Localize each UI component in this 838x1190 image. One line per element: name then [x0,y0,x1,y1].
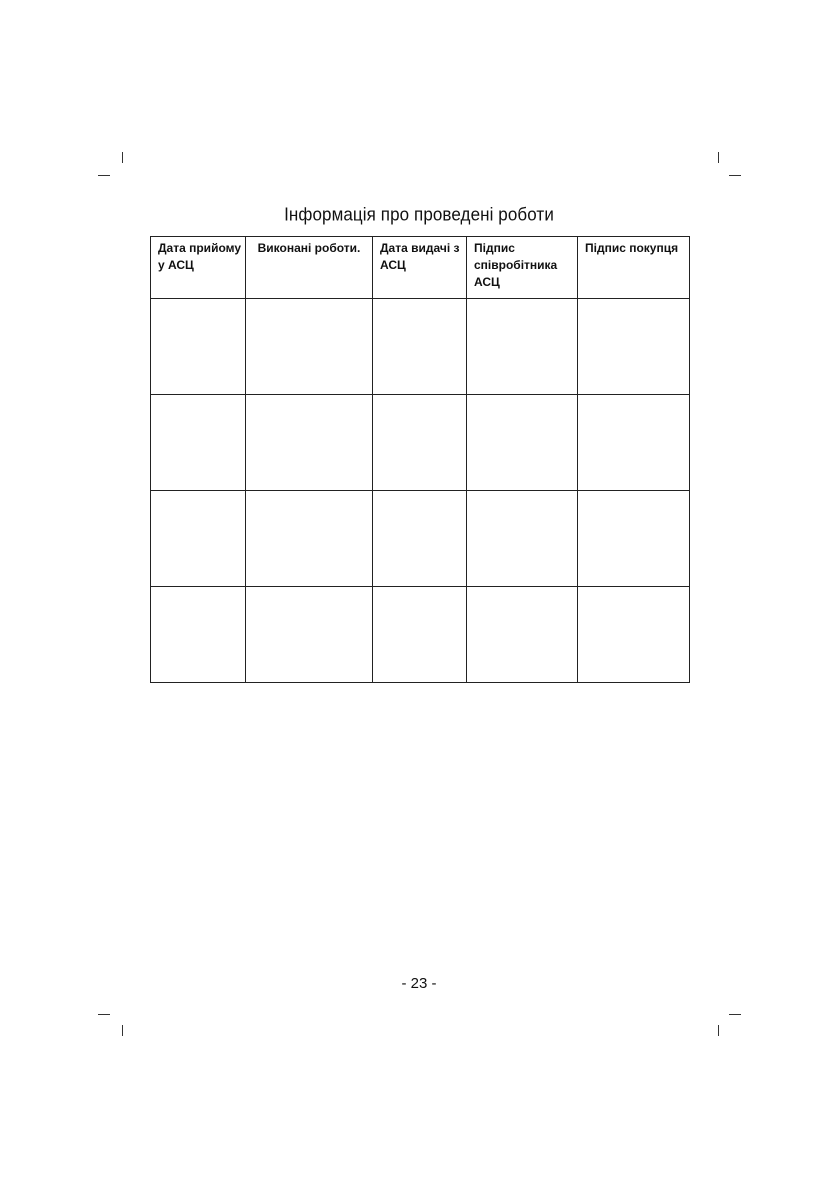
table-cell[interactable] [151,587,246,683]
header-date-received: Дата прийому у АСЦ [151,237,246,299]
page-number: - 23 - [401,975,437,992]
table-cell[interactable] [578,587,690,683]
table-row [151,395,690,491]
crop-mark-bottom-right-horizontal [729,1014,741,1015]
table-cell[interactable] [246,395,373,491]
table-row [151,299,690,395]
table-cell[interactable] [246,587,373,683]
crop-mark-top-left-horizontal [98,175,110,176]
table-cell[interactable] [578,299,690,395]
table-cell[interactable] [151,395,246,491]
table-cell[interactable] [246,491,373,587]
header-work-performed: Виконані роботи. [246,237,373,299]
table-cell[interactable] [578,395,690,491]
crop-mark-top-left-vertical [122,152,123,163]
table-header-row [151,237,690,299]
crop-mark-top-right-horizontal [729,175,741,176]
table-cell[interactable] [467,395,578,491]
table-cell[interactable] [373,299,467,395]
table-cell[interactable] [151,491,246,587]
table-cell[interactable] [373,491,467,587]
crop-mark-bottom-left-vertical [122,1025,123,1036]
table-cell[interactable] [246,299,373,395]
table-cell[interactable] [467,491,578,587]
crop-mark-top-right-vertical [718,152,719,163]
works-table [150,236,690,683]
table-cell[interactable] [151,299,246,395]
crop-mark-bottom-left-horizontal [98,1014,110,1015]
header-customer-signature: Підпис покупця [578,237,690,299]
table-row [151,491,690,587]
header-date-issued: Дата видачі з АСЦ [373,237,467,299]
table-cell[interactable] [578,491,690,587]
table-cell[interactable] [373,587,467,683]
crop-mark-bottom-right-vertical [718,1025,719,1036]
table-cell[interactable] [373,395,467,491]
page-title: Інформація про проведені роботи [284,204,554,225]
table-row [151,587,690,683]
table-cell[interactable] [467,299,578,395]
table-cell[interactable] [467,587,578,683]
header-employee-signature: Підпис співробітника АСЦ [467,237,578,299]
